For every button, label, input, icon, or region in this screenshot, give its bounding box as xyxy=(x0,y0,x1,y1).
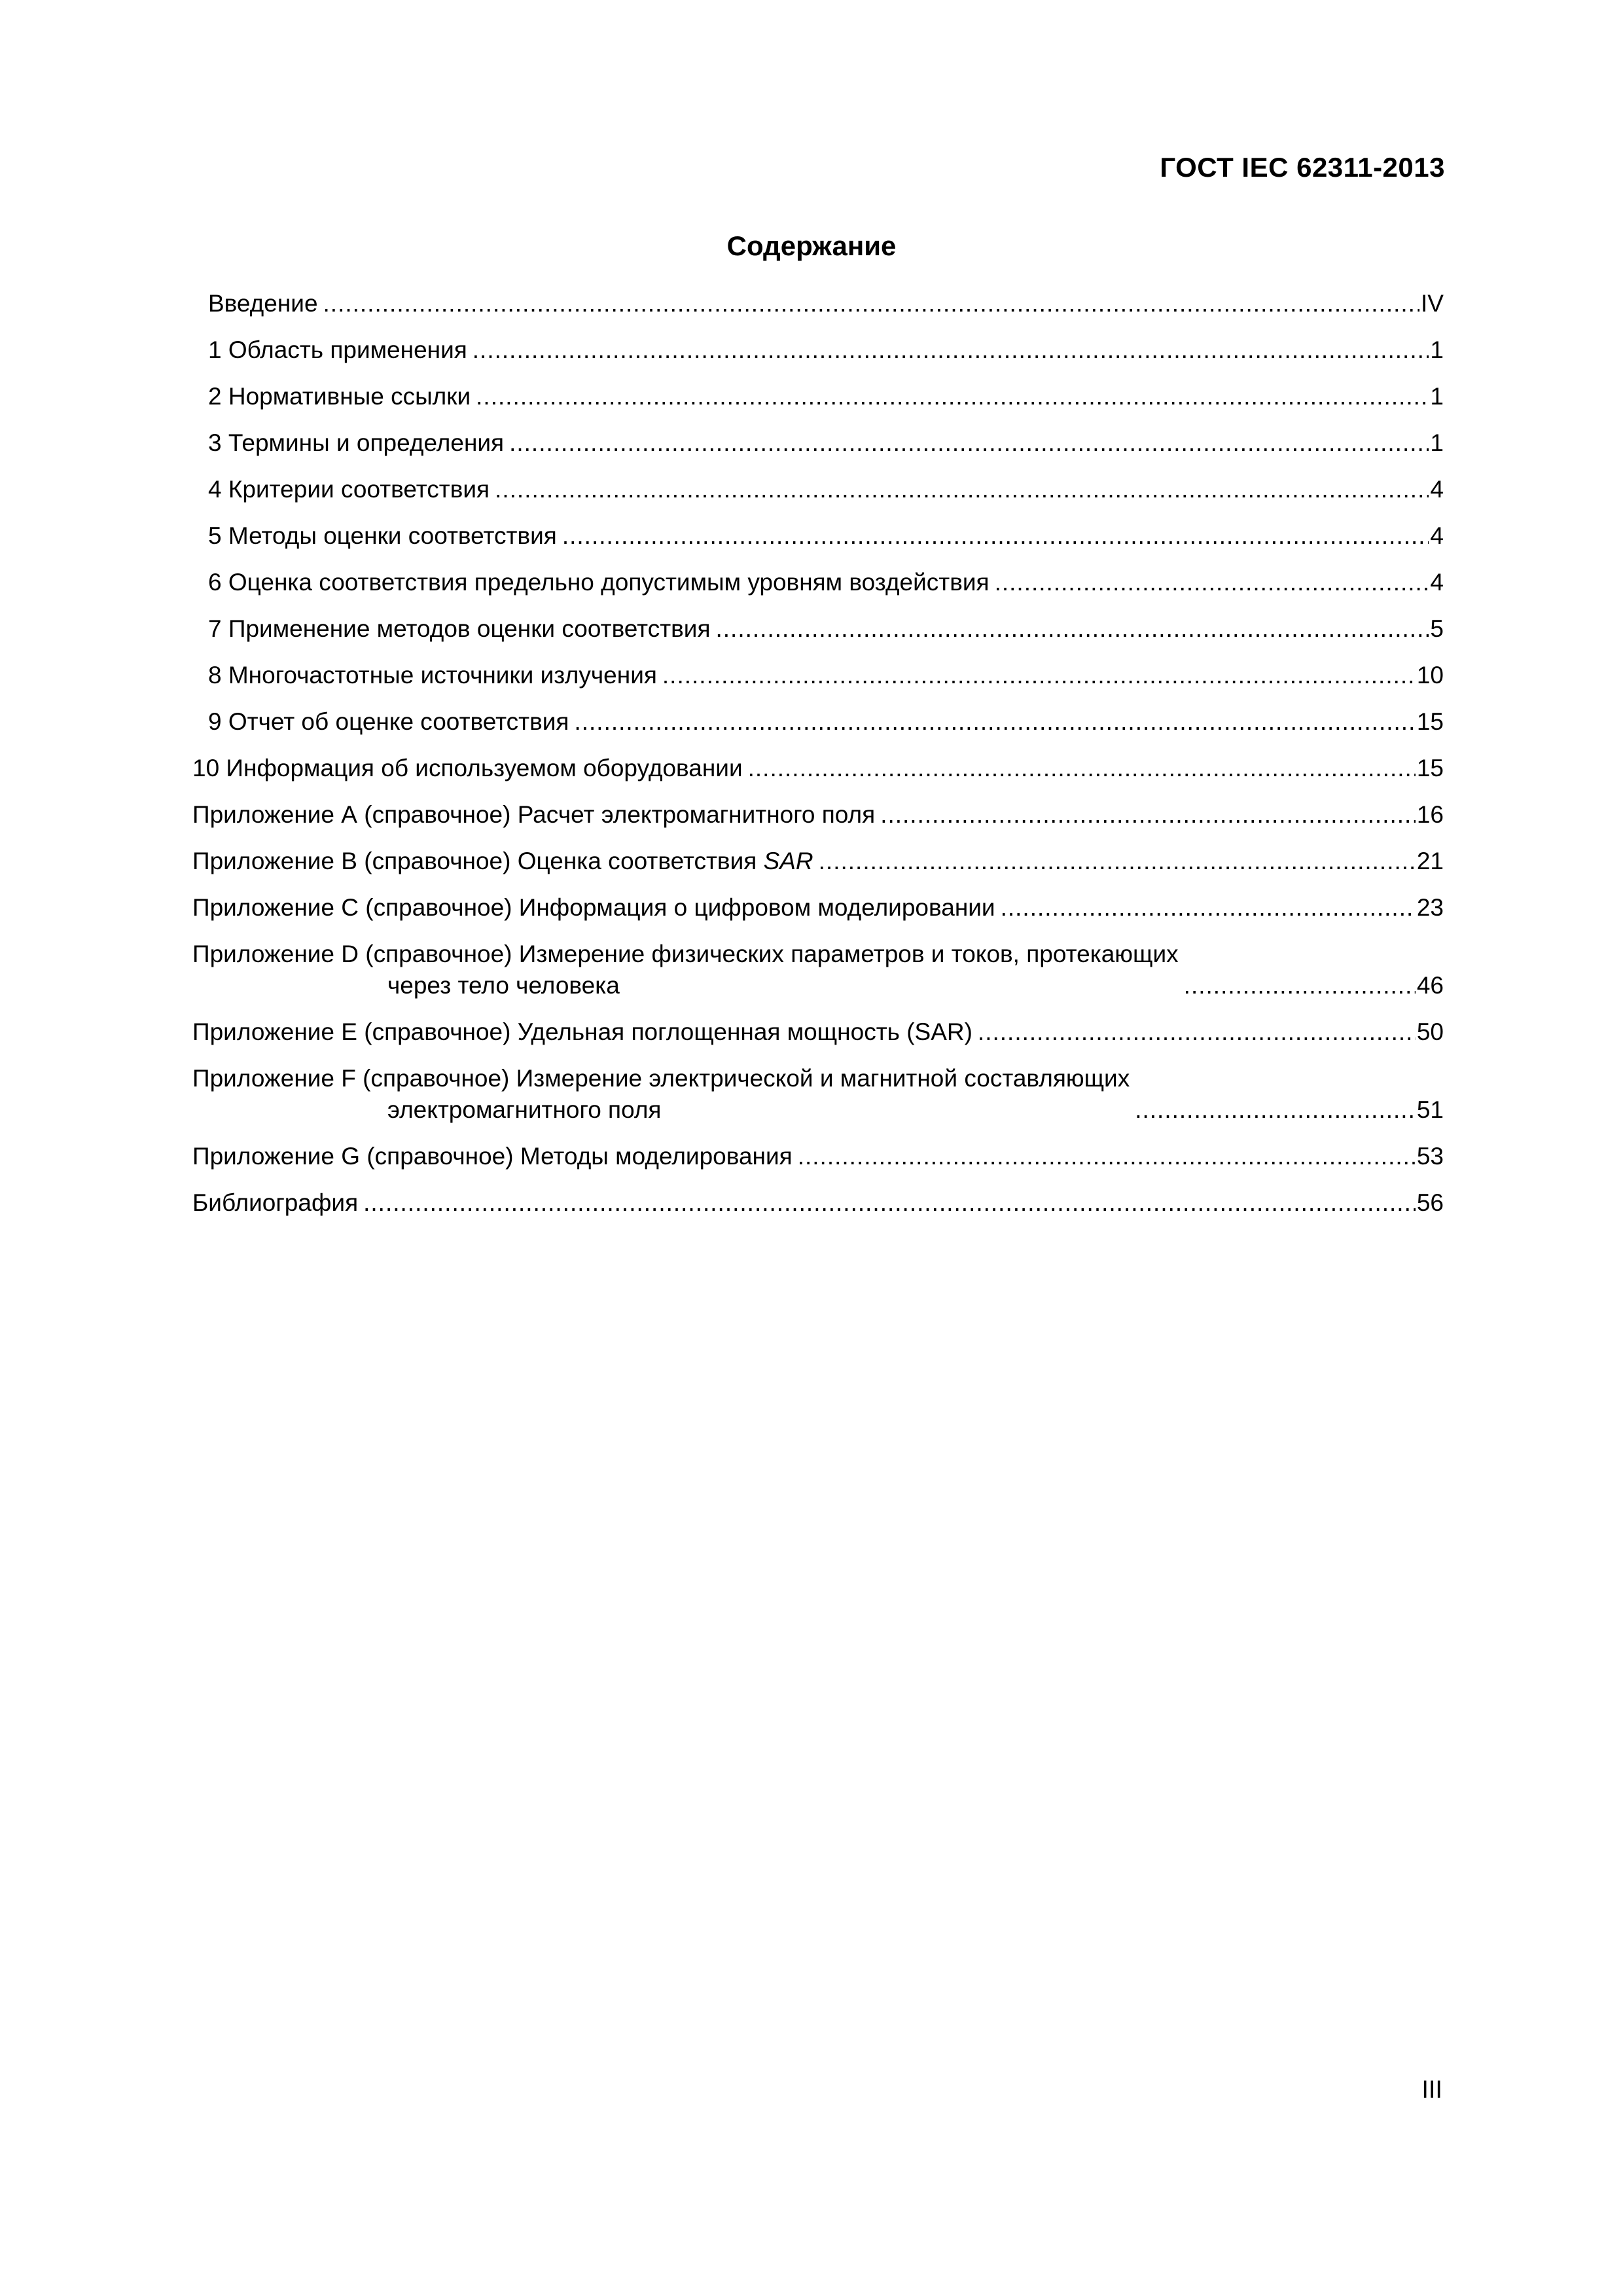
toc-entry-page: 4 xyxy=(1430,476,1444,503)
toc-entry-page: 15 xyxy=(1416,755,1444,781)
toc-entry-section-6[interactable] xyxy=(192,567,1444,598)
toc-entry-page: 5 xyxy=(1430,615,1444,642)
toc-entry-introduction[interactable] xyxy=(192,288,1444,319)
toc-entry-section-2[interactable] xyxy=(192,381,1444,412)
toc-entry-page: 4 xyxy=(1430,522,1444,549)
toc-entry-page: 16 xyxy=(1416,801,1444,828)
toc-entry-annex-a[interactable] xyxy=(192,799,1444,831)
toc-entry-page: 53 xyxy=(1416,1143,1444,1170)
page-number: III xyxy=(1421,2076,1442,2104)
toc-entry-label-italic: SAR xyxy=(763,848,813,874)
dot-leader xyxy=(995,567,1429,598)
dot-leader xyxy=(473,334,1429,366)
toc-entry-annex-g[interactable] xyxy=(192,1141,1444,1172)
dot-leader xyxy=(574,706,1415,738)
toc-entry-label: Введение xyxy=(208,290,318,317)
toc-entry-label-main: Приложение В (справочное) Оценка соответствия xyxy=(192,848,757,874)
toc-entry-label: 8 Многочастотные источники излучения xyxy=(208,662,657,689)
toc-entry-label: 6 Оценка соответствия предельно допустимым уровням воздействия xyxy=(208,569,990,596)
dot-leader xyxy=(1001,892,1416,924)
toc-entry-page: IV xyxy=(1421,290,1444,317)
dot-leader xyxy=(1135,1094,1416,1126)
dot-leader xyxy=(495,474,1429,505)
toc-entry-page: 1 xyxy=(1430,383,1444,410)
table-of-contents xyxy=(192,288,1444,1234)
dot-leader xyxy=(476,381,1429,412)
dot-leader xyxy=(562,520,1429,552)
toc-entry-annex-b[interactable] xyxy=(192,846,1444,877)
toc-entry-annex-c[interactable] xyxy=(192,892,1444,924)
toc-entry-page: 46 xyxy=(1416,972,1444,999)
dot-leader xyxy=(509,427,1429,459)
dot-leader xyxy=(323,288,1420,319)
toc-entry-annex-d[interactable] xyxy=(192,939,1444,1001)
toc-entry-section-7[interactable] xyxy=(192,613,1444,645)
dot-leader xyxy=(880,799,1416,831)
toc-entry-bibliography[interactable] xyxy=(192,1187,1444,1219)
toc-entry-section-10[interactable] xyxy=(192,753,1444,784)
toc-entry-label: 5 Методы оценки соответствия xyxy=(208,522,557,549)
dot-leader xyxy=(819,846,1416,877)
toc-entry-label: 9 Отчет об оценке соответствия xyxy=(208,708,569,735)
toc-entry-label-line2: электромагнитного поля xyxy=(387,1096,662,1123)
toc-entry-page: 1 xyxy=(1430,336,1444,363)
toc-entry-page: 4 xyxy=(1430,569,1444,596)
toc-entry-label: Приложение G (справочное) Методы моделирования xyxy=(192,1143,793,1170)
toc-entry-label: Приложение С (справочное) Информация о цифровом моделировании xyxy=(192,894,995,921)
toc-entry-page: 15 xyxy=(1416,708,1444,735)
toc-entry-label xyxy=(192,939,1179,1001)
toc-entry-label: 7 Применение методов оценки соответствия xyxy=(208,615,711,642)
toc-entry-label: 1 Область применения xyxy=(208,336,467,363)
toc-entry-section-5[interactable] xyxy=(192,520,1444,552)
toc-entry-label: 3 Термины и определения xyxy=(208,429,505,456)
dot-leader xyxy=(748,753,1416,784)
toc-entry-page: 10 xyxy=(1416,662,1444,689)
toc-entry-section-1[interactable] xyxy=(192,334,1444,366)
toc-entry-label-line1: Приложение F (справочное) Измерение электрической и магнитной составляющих xyxy=(192,1065,1130,1092)
toc-entry-label: 10 Информация об используемом оборудовании xyxy=(192,755,743,781)
dot-leader xyxy=(798,1141,1416,1172)
toc-entry-section-8[interactable] xyxy=(192,660,1444,691)
toc-entry-page: 21 xyxy=(1416,848,1444,874)
toc-entry-annex-e[interactable] xyxy=(192,1016,1444,1048)
toc-entry-label: Приложение А (справочное) Расчет электромагнитного поля xyxy=(192,801,876,828)
toc-entry-label xyxy=(192,1063,1130,1126)
dot-leader xyxy=(363,1187,1416,1219)
toc-entry-label: 2 Нормативные ссылки xyxy=(208,383,471,410)
toc-entry-page: 56 xyxy=(1416,1189,1444,1216)
dot-leader xyxy=(1184,970,1416,1001)
toc-entry-section-9[interactable] xyxy=(192,706,1444,738)
toc-entry-label: 4 Критерии соответствия xyxy=(208,476,490,503)
toc-entry-label xyxy=(192,846,813,877)
toc-entry-page: 1 xyxy=(1430,429,1444,456)
dot-leader xyxy=(662,660,1416,691)
toc-entry-label-line1: Приложение D (справочное) Измерение физических параметров и токов, протекающих xyxy=(192,941,1179,967)
toc-entry-page: 51 xyxy=(1416,1096,1444,1123)
dot-leader xyxy=(978,1016,1416,1048)
toc-title: Содержание xyxy=(726,230,897,261)
toc-entry-annex-f[interactable] xyxy=(192,1063,1444,1126)
toc-entry-page: 23 xyxy=(1416,894,1444,921)
toc-entry-label-line2: через тело человека xyxy=(387,972,620,999)
toc-entry-label: Приложение Е (справочное) Удельная поглощенная мощность (SAR) xyxy=(192,1018,972,1045)
dot-leader xyxy=(716,613,1429,645)
toc-entry-label: Библиография xyxy=(192,1189,359,1216)
toc-entry-page: 50 xyxy=(1416,1018,1444,1045)
document-code: ГОСТ IEC 62311-2013 xyxy=(1160,152,1445,183)
toc-entry-section-3[interactable] xyxy=(192,427,1444,459)
toc-entry-section-4[interactable] xyxy=(192,474,1444,505)
